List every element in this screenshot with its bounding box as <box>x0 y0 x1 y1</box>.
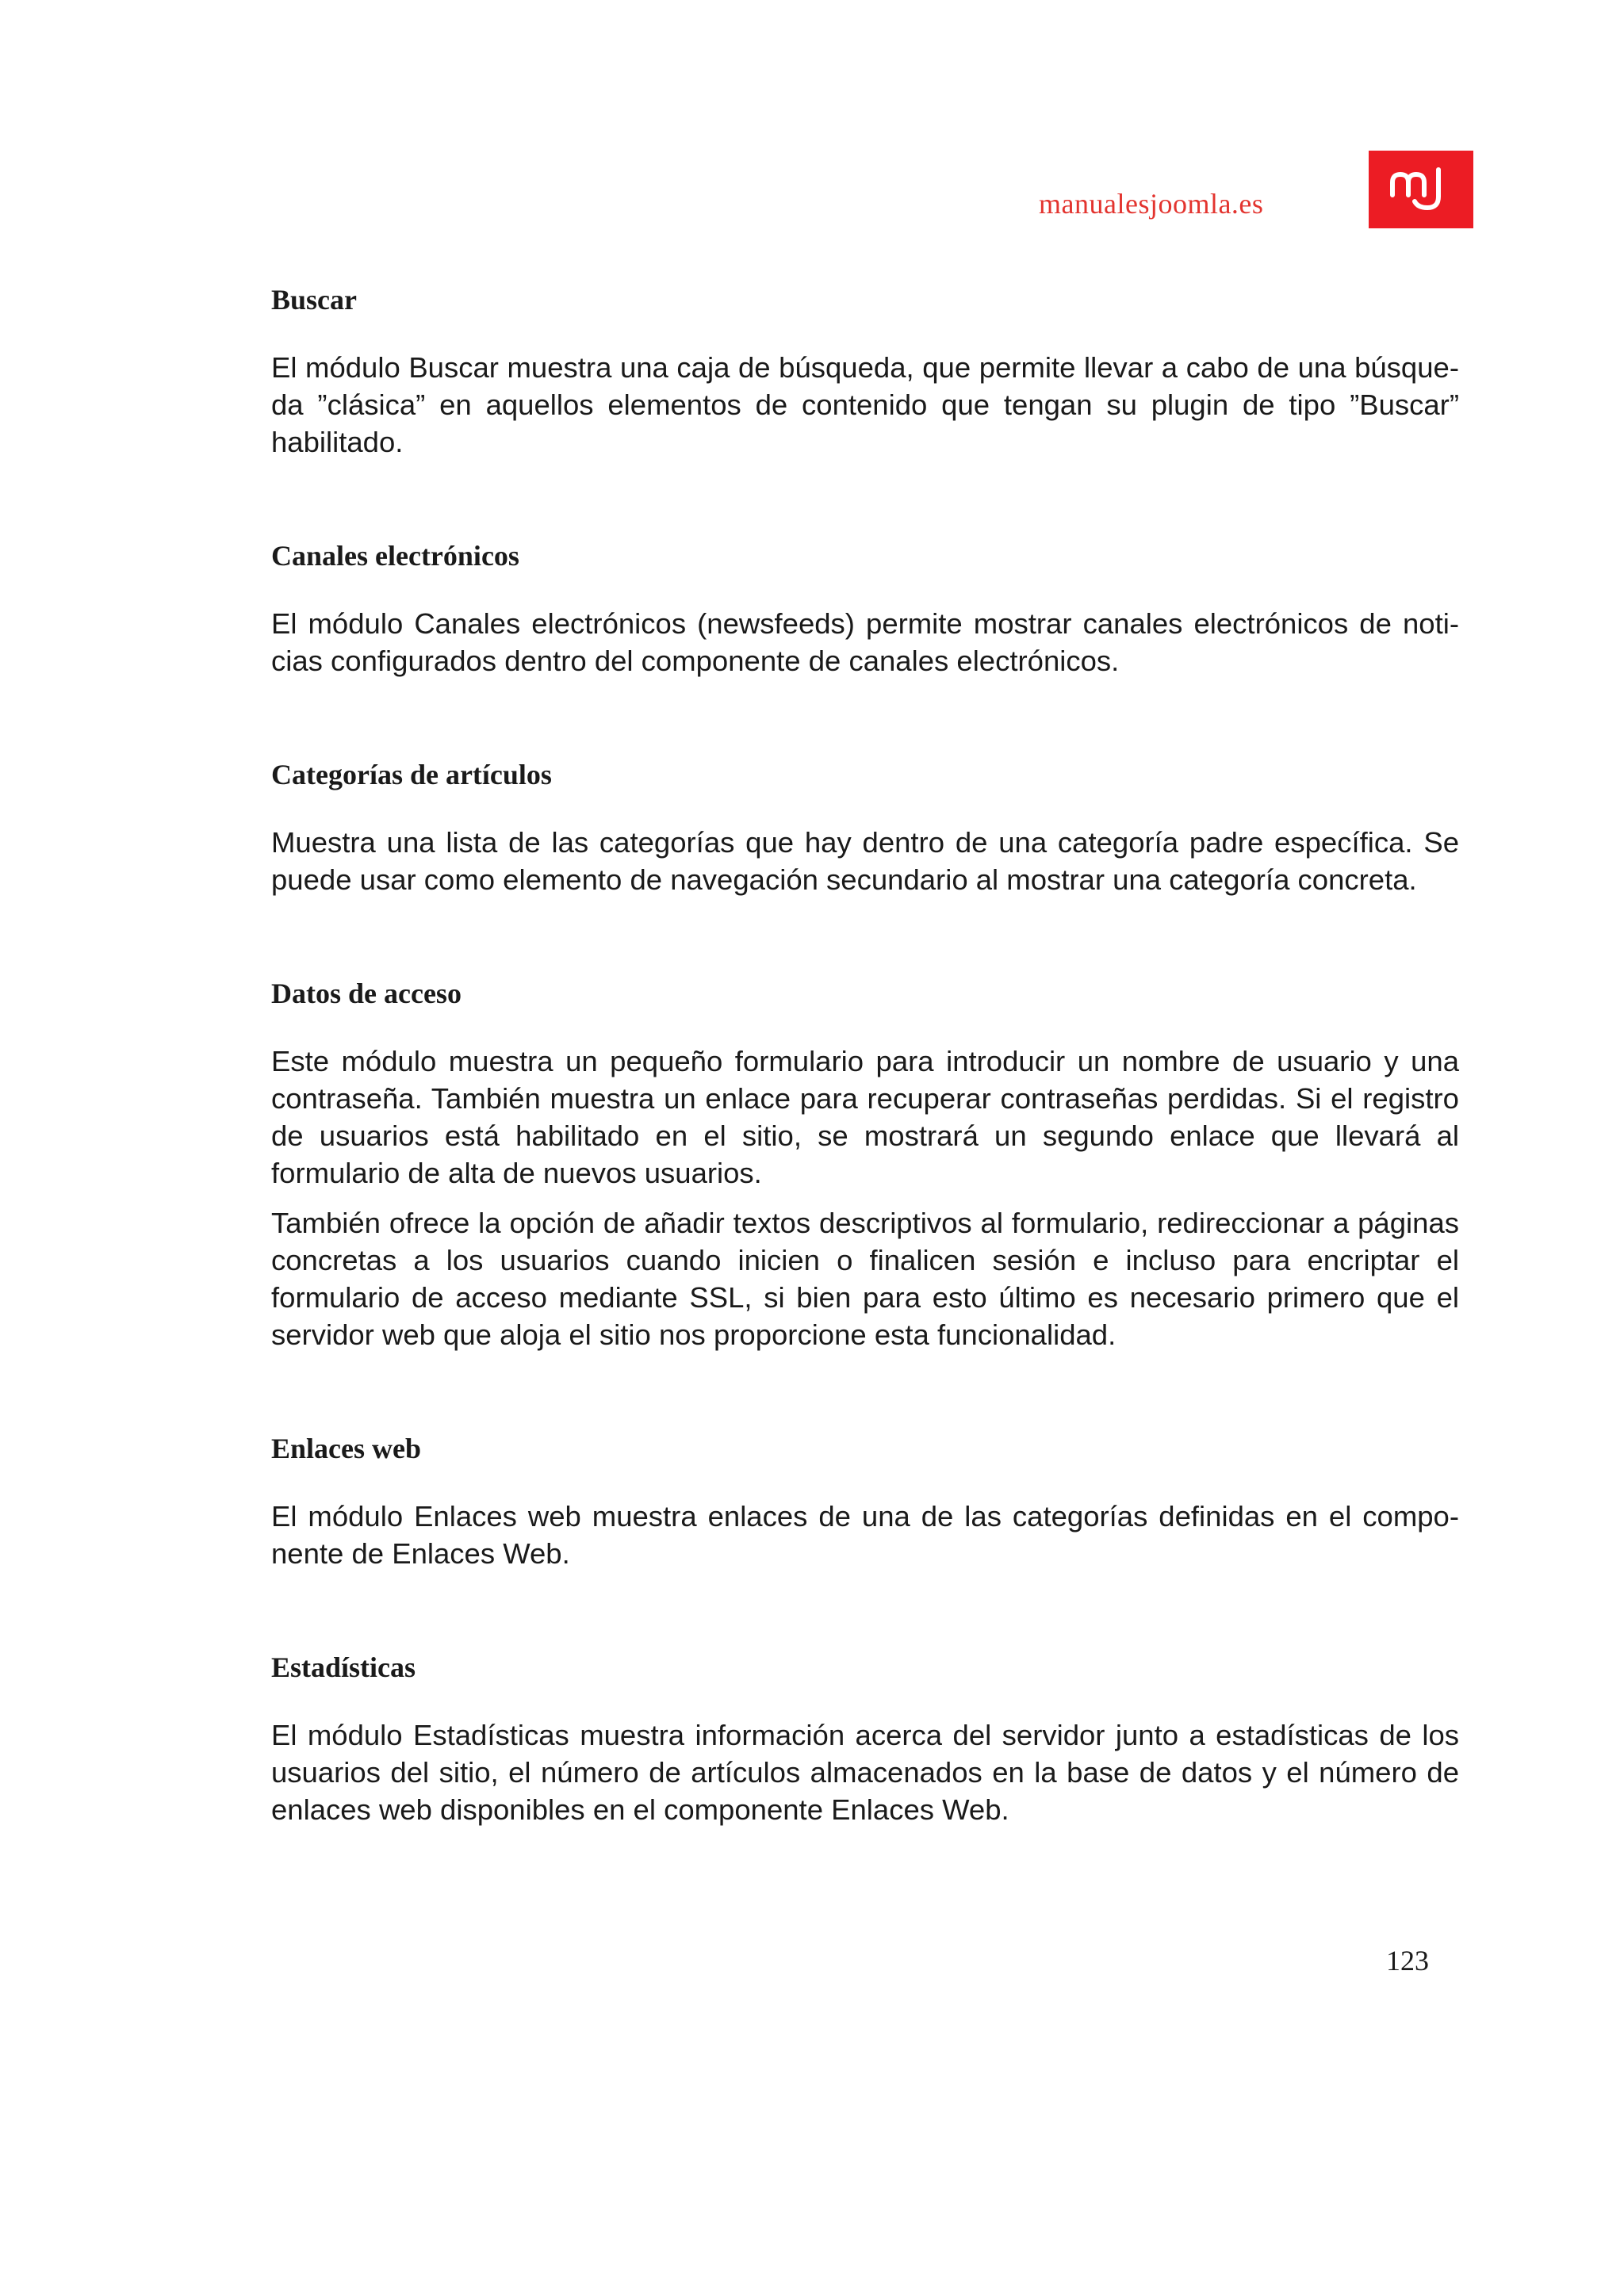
body-paragraph: El módulo Buscar muestra una caja de búsqueda, que permite llevar a cabo de una búsqueda ”clásica” en aquellos elementos de contenido que tengan su plugin de tipo ”Buscar” habilitado. <box>271 351 1459 458</box>
section-heading: Enlaces web <box>271 1433 421 1464</box>
body-paragraph: Este módulo muestra un pequeño formulario para introducir un nombre de usuario y una contraseña. También muestra un enlace para recuperar contraseñas perdidas. Si el registro de usuarios está habilitado en el sitio, se mostrará un segundo enlace que llevará al formulario de alta de nuevos usuarios. <box>271 1045 1459 1189</box>
document-body <box>271 282 1459 1828</box>
body-paragraph: El módulo Canales electrónicos (newsfeeds) permite mostrar canales electrónicos de noticias configurados dentro del componente de canales electrónicos. <box>271 607 1459 677</box>
section <box>271 1431 1459 1572</box>
section-heading: Datos de acceso <box>271 978 462 1009</box>
section-heading: Categorías de artículos <box>271 759 552 790</box>
section <box>271 538 1459 679</box>
section <box>271 757 1459 898</box>
body-paragraph: El módulo Enlaces web muestra enlaces de una de las categorías definidas en el componente de Enlaces Web. <box>271 1500 1459 1570</box>
section-heading: Canales electrónicos <box>271 540 519 572</box>
body-paragraph: El módulo Estadísticas muestra información acerca del servidor junto a estadísticas de los usuarios del sitio, el número de artículos almacenados en la base de datos y el número de enlaces web disponibles en el componente Enlaces Web. <box>271 1719 1459 1826</box>
body-paragraph: Muestra una lista de las categorías que hay dentro de una categoría padre específica. Se puede usar como elemento de navegación secundario al mostrar una categoría concreta. <box>271 826 1459 896</box>
site-name: manualesjoomla.es <box>1039 188 1264 220</box>
section-heading: Buscar <box>271 284 357 316</box>
section <box>271 282 1459 461</box>
body-paragraph: También ofrece la opción de añadir textos descriptivos al formulario, redireccionar a páginas concretas a los usuarios cuando inicien o finalicen sesión e incluso para encriptar el formulario de acceso mediante SSL, si bien para esto último es necesario primero que el servidor web que aloja el sitio nos proporcione esta funcionalidad. <box>271 1207 1459 1351</box>
mj-logo-icon <box>1369 151 1473 228</box>
section <box>271 976 1459 1353</box>
page-number: 123 <box>1386 1945 1429 1976</box>
section-heading: Estadísticas <box>271 1651 416 1683</box>
section <box>271 1650 1459 1828</box>
site-logo <box>1369 151 1473 228</box>
